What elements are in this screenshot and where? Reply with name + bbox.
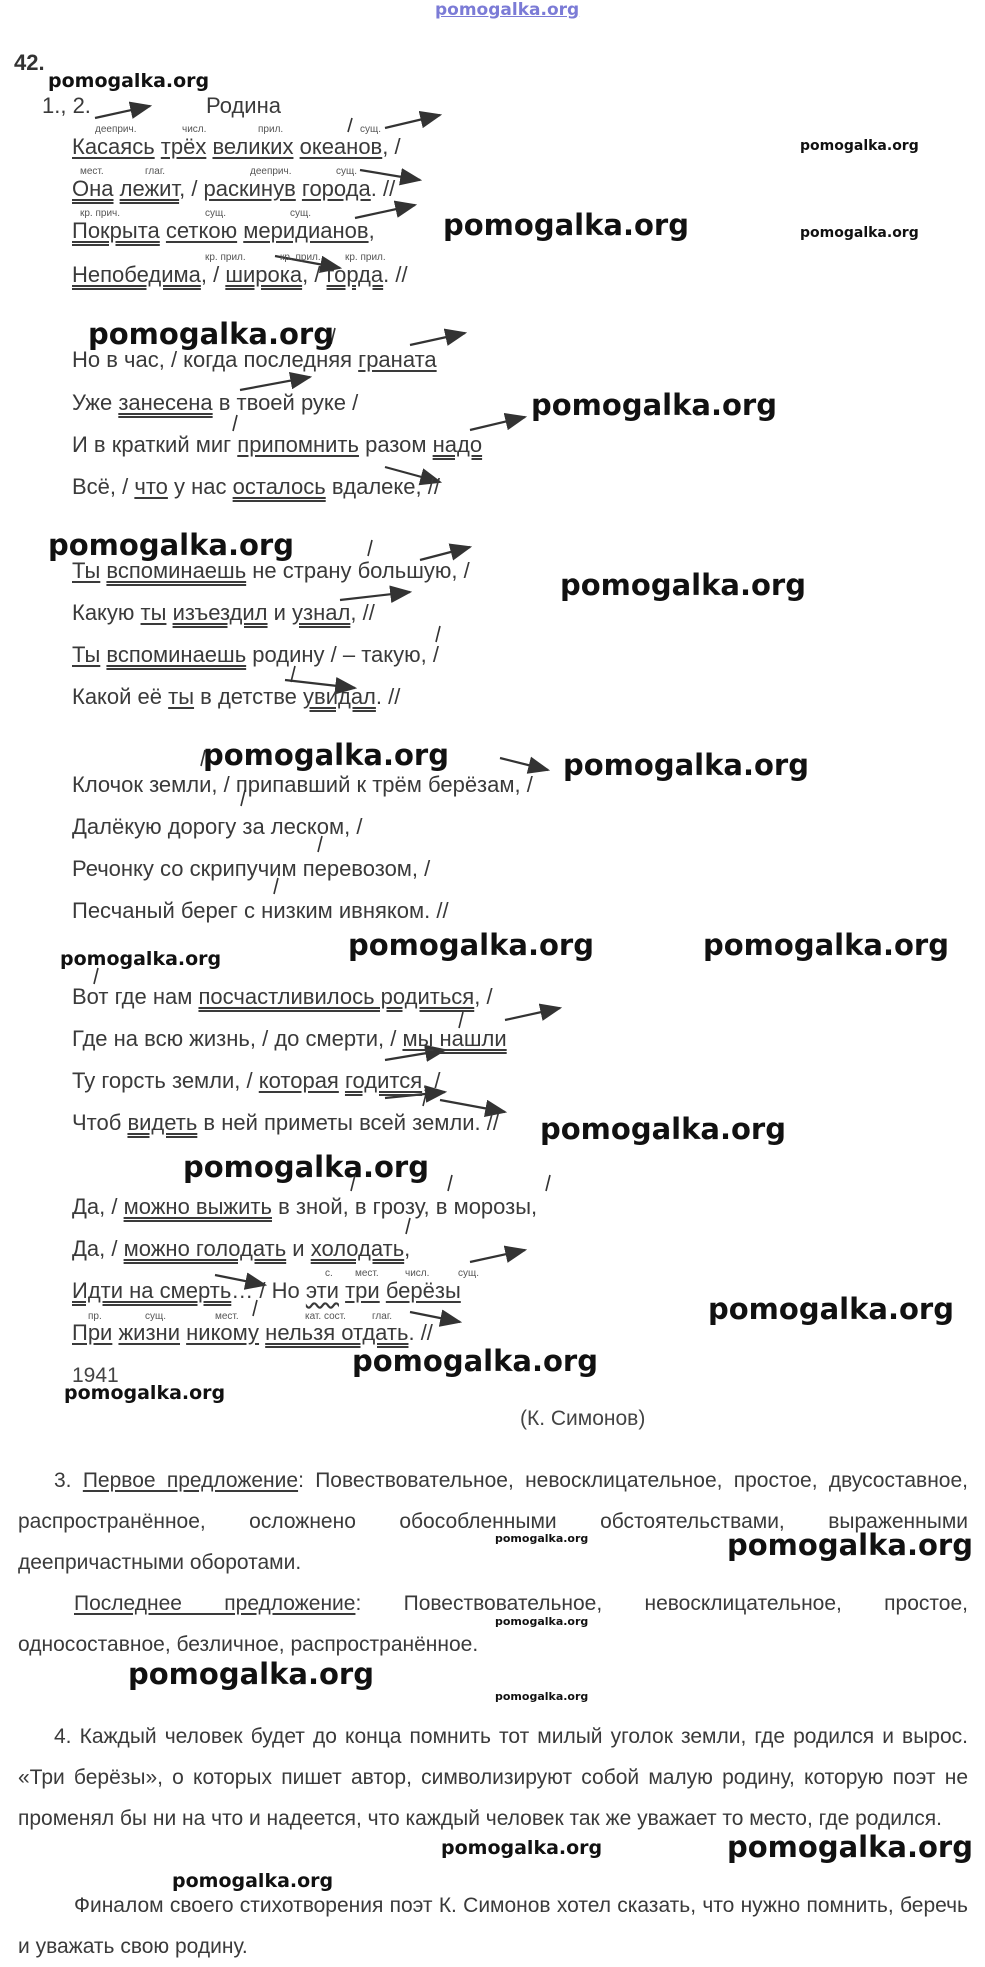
- word-double-underlined: широка: [225, 262, 303, 287]
- watermark: pomogalka.org: [563, 748, 809, 782]
- watermark: pomogalka.org: [531, 388, 777, 422]
- poem-line: Ты вспоминаешь родину / – такую, /: [72, 642, 439, 667]
- word-underlined: берёзы: [385, 1278, 461, 1303]
- word-underlined: Касаясь: [72, 134, 155, 159]
- poem-author: (К. Симонов): [520, 1407, 646, 1430]
- poem-line: Речонку со скрипучим перевозом, /: [72, 856, 431, 881]
- pos-label: кр. прил.: [280, 252, 321, 263]
- word-double-underlined: нашли: [439, 1026, 507, 1051]
- pos-label: прил.: [258, 124, 284, 135]
- watermark: pomogalka.org: [441, 1837, 603, 1859]
- word-double-underlined: вспоминаешь: [106, 558, 247, 583]
- poem-line: Идти на смерть… / Но эти три берёзы: [72, 1278, 461, 1303]
- analysis-paragraph-5: Финалом своего стихотворения поэт К. Симонов хотел сказать, что нужно помнить, беречь и уважать свою родину.: [18, 1894, 968, 1958]
- pos-label: сущ.: [145, 1311, 167, 1322]
- pos-label: мест.: [355, 1268, 379, 1279]
- poem-line: При жизни никому нельзя отдать. //: [72, 1320, 433, 1345]
- watermark: pomogalka.org: [203, 738, 449, 772]
- pos-label: кр. прил.: [205, 252, 246, 263]
- word-underlined: никому: [186, 1320, 260, 1345]
- syntax-arrow: [240, 377, 310, 390]
- pos-label: дееприч.: [95, 124, 137, 135]
- word-underlined: сеткою: [165, 218, 238, 243]
- label-last-sentence: Последнее предложение: [74, 1592, 356, 1615]
- syntax-arrow: [505, 1008, 560, 1020]
- word-double-underlined: холодать: [310, 1236, 405, 1261]
- watermark: pomogalka.org: [183, 1150, 429, 1184]
- poem-line: Ту горсть земли, / которая годится, /: [72, 1068, 441, 1093]
- word-underlined: Ты: [72, 642, 101, 667]
- watermark: pomogalka.org: [708, 1292, 954, 1326]
- pos-label: кр. прил.: [345, 252, 386, 263]
- pos-label: глаг.: [372, 1311, 393, 1322]
- watermark-top: pomogalka.org: [435, 0, 580, 20]
- poem-line: Вот где нам посчастливилось родиться, /: [72, 984, 493, 1009]
- word-double-underlined: годится: [344, 1068, 423, 1093]
- poem-line: Непобедима, / широка, / горда. //: [72, 262, 408, 287]
- word-underlined: меридианов: [243, 218, 369, 243]
- pause-mark: [436, 626, 440, 642]
- pause-mark: [291, 666, 295, 682]
- word-double-underlined: можно голодать: [123, 1236, 287, 1261]
- watermark: pomogalka.org: [60, 948, 222, 970]
- word-double-underlined: Покрыта: [72, 218, 160, 243]
- word-double-underlined: занесена: [118, 390, 213, 415]
- poem-line: Далёкую дорогу за леском, /: [72, 814, 363, 839]
- pos-label: мест.: [215, 1311, 239, 1322]
- label-first-sentence: Первое предложение: [82, 1469, 299, 1492]
- word-wavy-underlined: эти: [305, 1278, 339, 1303]
- poem-year: 1941: [72, 1364, 119, 1387]
- word-underlined: жизни: [118, 1320, 180, 1345]
- task-parts: 1., 2.: [42, 93, 91, 118]
- watermark: pomogalka.org: [495, 1690, 589, 1703]
- watermark: pomogalka.org: [48, 70, 210, 92]
- syntax-arrow: [500, 758, 548, 770]
- pos-label: глаг.: [145, 166, 166, 177]
- word-underlined: раскинув: [203, 176, 296, 201]
- watermark: pomogalka.org: [352, 1344, 598, 1378]
- watermark: pomogalka.org: [495, 1532, 589, 1545]
- pause-mark: [368, 540, 372, 556]
- watermark: pomogalka.org: [727, 1830, 973, 1864]
- word-double-underlined: узнал: [292, 600, 351, 625]
- poem-line: Касаясь трёх великих океанов, /: [72, 134, 401, 159]
- pause-mark: [348, 118, 352, 132]
- word-double-underlined: видеть: [127, 1110, 198, 1135]
- analysis-first-sentence: 3. Первое предложение: Повествовательное, невосклицательное, простое, двусоставное, распространённое, осложнено обособленными обстоятельствами, выраженными деепричастными оборотами.: [18, 1469, 968, 1574]
- watermark: pomogalka.org: [443, 208, 689, 242]
- task-number: 42.: [14, 50, 45, 75]
- watermark: pomogalka.org: [348, 928, 594, 962]
- word-double-underlined: Непобедима: [72, 262, 201, 287]
- poem-line: Да, / можно голодать и холодать,: [72, 1236, 411, 1261]
- analysis-paragraph-4: 4. Каждый человек будет до конца помнить тот милый уголок земли, где родился и вырос. «Три берёзы», о которых пишет автор, символизируют собой малую родину, которую поэт не променял бы ни на что и надеется, что каждый человек так же уважает то место, где родился.: [18, 1725, 968, 1830]
- watermark: pomogalka.org: [727, 1528, 973, 1562]
- watermark: pomogalka.org: [800, 225, 919, 241]
- syntax-arrow: [355, 205, 415, 218]
- poem-line: И в краткий миг припомнить разом надо: [72, 432, 483, 457]
- word-double-underlined: Она: [72, 176, 114, 201]
- word-underlined: мы: [402, 1026, 434, 1051]
- word-double-underlined: лежит: [119, 176, 180, 201]
- syntax-arrow: [340, 592, 410, 600]
- word-underlined: припомнить: [237, 432, 359, 457]
- word-double-underlined: горда: [326, 262, 384, 287]
- word-underlined: великих: [212, 134, 294, 159]
- pos-label: числ.: [405, 1268, 430, 1279]
- watermark: pomogalka.org: [495, 1615, 589, 1628]
- pos-label: дееприч.: [250, 166, 292, 177]
- poem-line: Какой её ты в детстве увидал. //: [72, 684, 401, 709]
- pause-mark: [406, 1218, 410, 1234]
- syntax-arrow: [470, 417, 525, 430]
- poem-line: Чтоб видеть в ней приметы всей земли. //: [72, 1110, 499, 1135]
- word-underlined: океанов: [299, 134, 383, 159]
- pos-label: пр.: [88, 1311, 102, 1322]
- poem-line: Она лежит, / раскинув города. //: [72, 176, 396, 201]
- word-double-underlined: надо: [432, 432, 483, 457]
- syntax-arrow: [385, 115, 440, 128]
- pos-label: мест.: [80, 166, 104, 177]
- watermark: pomogalka.org: [800, 138, 919, 154]
- word-underlined: граната: [358, 347, 437, 372]
- watermark: pomogalka.org: [172, 1870, 334, 1892]
- word-double-underlined: Идти на смерть: [72, 1278, 232, 1303]
- word-double-underlined: нельзя отдать: [265, 1320, 409, 1345]
- poem-line: Песчаный берег с низким ивняком. //: [72, 898, 449, 923]
- poem-line: Но в час, / когда последняя граната: [72, 347, 437, 372]
- watermark: pomogalka.org: [560, 568, 806, 602]
- pos-label: сущ.: [360, 124, 382, 135]
- pause-mark: [448, 1175, 452, 1191]
- watermark: pomogalka.org: [64, 1382, 226, 1404]
- word-underlined: которая: [258, 1068, 339, 1093]
- watermark: pomogalka.org: [540, 1112, 786, 1146]
- word-underlined: что: [134, 474, 168, 499]
- poem-line: Ты вспоминаешь не страну большую, /: [72, 558, 470, 583]
- pause-mark: [233, 415, 237, 431]
- poem-line: Да, / можно выжить в зной, в грозу, в морозы,: [72, 1194, 538, 1219]
- word-double-underlined: посчастливилось родиться: [198, 984, 475, 1009]
- poem-line: Клочок земли, / припавший к трём берёзам, /: [72, 772, 533, 797]
- word-underlined: Ты: [72, 558, 101, 583]
- word-double-underlined: увидал: [303, 684, 376, 709]
- word-double-underlined: можно выжить: [123, 1194, 272, 1219]
- syntax-arrow: [410, 333, 465, 345]
- pos-label: кр. прич.: [80, 208, 121, 219]
- word-underlined: ты: [140, 600, 167, 625]
- word-underlined: три: [345, 1278, 380, 1303]
- pos-label: сущ.: [205, 208, 227, 219]
- analysis-last-sentence: Последнее предложение: Повествовательное, невосклицательное, простое, односоставное, безличное, распространённое.: [18, 1592, 968, 1656]
- word-double-underlined: вспоминаешь: [106, 642, 247, 667]
- poem-line: Всё, / что у нас осталось вдалеке, //: [72, 474, 440, 499]
- pos-label: числ.: [182, 124, 207, 135]
- poem-title: Родина: [206, 93, 281, 118]
- pos-label: с.: [325, 1268, 333, 1279]
- syntax-arrow: [95, 106, 150, 118]
- pos-label: кат. сост.: [305, 1311, 346, 1322]
- poem-line: Уже занесена в твоей руке /: [72, 390, 359, 415]
- word-underlined: ты: [168, 684, 195, 709]
- pos-label: сущ.: [458, 1268, 480, 1279]
- pos-label: сущ.: [336, 166, 358, 177]
- word-underlined: трёх: [160, 134, 207, 159]
- watermark: pomogalka.org: [128, 1657, 374, 1691]
- poem-line: Где на всю жизнь, / до смерти, / мы нашли: [72, 1026, 507, 1051]
- poem-line: Какую ты изъездил и узнал, //: [72, 600, 375, 625]
- word-double-underlined: изъездил: [172, 600, 268, 625]
- word-double-underlined: осталось: [232, 474, 326, 499]
- word-underlined: При: [72, 1320, 113, 1345]
- pause-mark: [94, 968, 98, 984]
- watermark: pomogalka.org: [703, 928, 949, 962]
- poem-line: Покрыта сеткою меридианов,: [72, 218, 375, 243]
- watermark: pomogalka.org: [48, 528, 294, 562]
- pos-label: сущ.: [290, 208, 312, 219]
- syntax-arrow: [470, 1250, 525, 1262]
- watermark: pomogalka.org: [88, 317, 334, 351]
- pause-mark: [546, 1175, 550, 1191]
- word-underlined: города: [301, 176, 371, 201]
